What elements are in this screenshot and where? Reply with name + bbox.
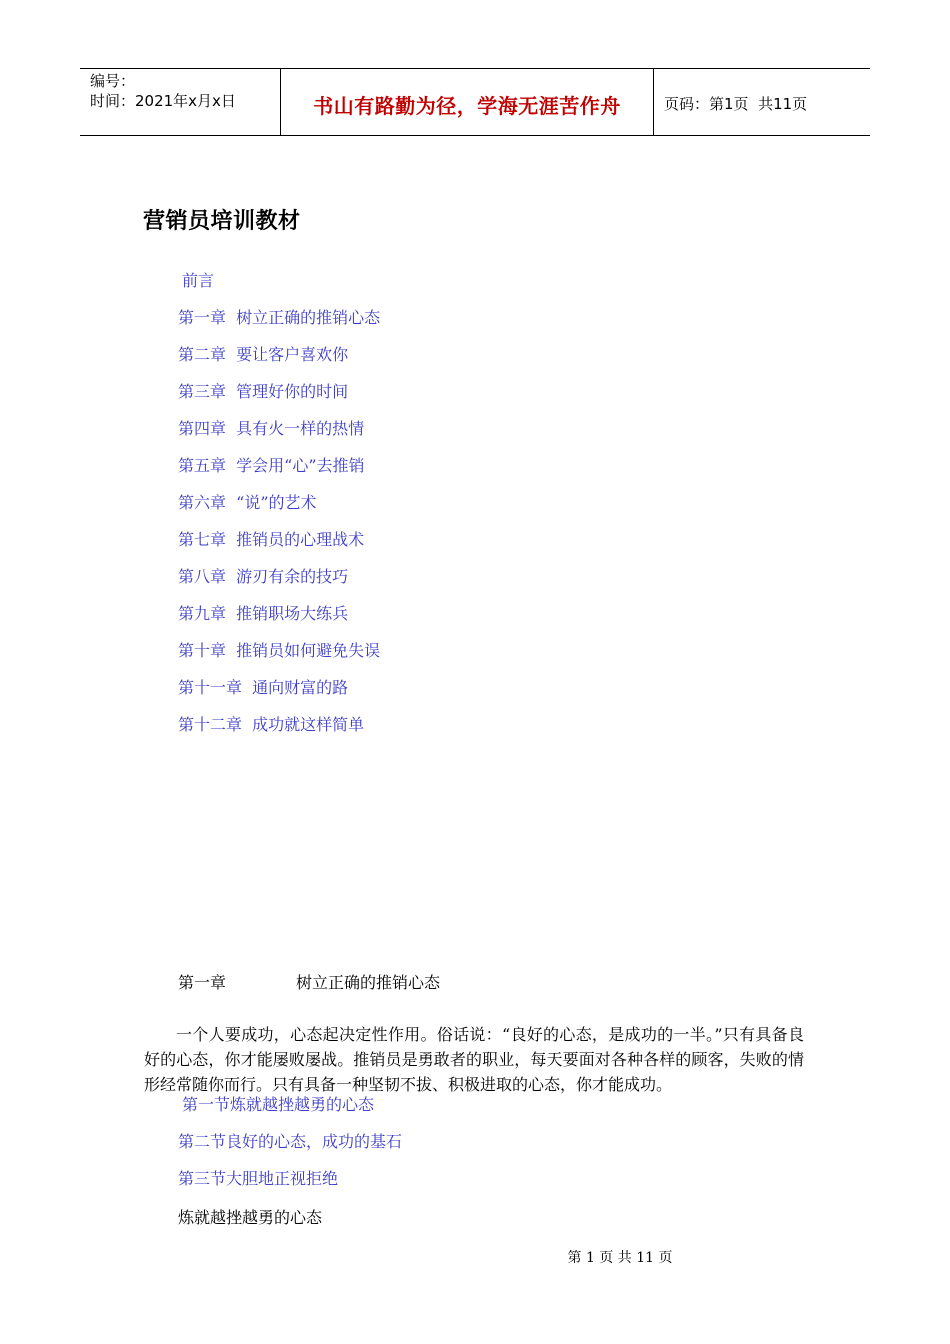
toc-link-chapter-2[interactable]: 第二章 要让客户喜欢你 [178, 345, 349, 364]
toc-link-chapter-4[interactable]: 第四章 具有火一样的热情 [178, 419, 365, 438]
toc-link-chapter-7[interactable]: 第七章 推销员的心理战术 [178, 530, 365, 549]
toc-link-chapter-8[interactable]: 第八章 游刃有余的技巧 [178, 567, 349, 586]
section-link-1[interactable]: 第一节炼就越挫越勇的心态 [182, 1095, 375, 1114]
toc-link-chapter-6[interactable]: 第六章 “说”的艺术 [178, 493, 317, 512]
toc-link-chapter-9[interactable]: 第九章 推销职场大练兵 [178, 604, 349, 623]
header-meta-cell [80, 69, 281, 135]
section-link-3[interactable]: 第三节大胆地正视拒绝 [178, 1169, 339, 1188]
toc-link-chapter-3[interactable]: 第三章 管理好你的时间 [178, 382, 349, 401]
toc-link-chapter-10[interactable]: 第十章 推销员如何避免失误 [178, 641, 381, 660]
toc-link-preface[interactable]: 前言 [182, 271, 215, 290]
chapter-heading [178, 970, 440, 993]
chapter-label: 第一章 [178, 973, 227, 992]
toc-link-chapter-12[interactable]: 第十二章 成功就这样简单 [178, 715, 365, 734]
table-of-contents [178, 270, 380, 751]
toc-link-chapter-11[interactable]: 第十一章 通向财富的路 [178, 678, 349, 697]
chapter-intro-paragraph: 一个人要成功，心态起决定性作用。俗话说：“良好的心态，是成功的一半。”只有具备良好的心态，你才能屡败屡战。推销员是勇敢者的职业，每天要面对各种各样的顾客，失败的情形经常随你而行。只有具备一种坚韧不拔、积极进取的心态，你才能成功。 [144, 1025, 804, 1094]
chapter-title: 树立正确的推销心态 [296, 973, 441, 992]
page-footer: 第 1 页 共 11 页 [567, 1250, 673, 1266]
document-date-label: 时间：2021年x月x日 [90, 92, 236, 110]
toc-link-chapter-1[interactable]: 第一章 树立正确的推销心态 [178, 308, 381, 327]
header-page-info: 页码：第1页 共11页 [664, 94, 808, 113]
document-title: 营销员培训教材 [143, 209, 301, 234]
header-motto-cell [281, 69, 654, 135]
section-link-2[interactable]: 第二节良好的心态，成功的基石 [178, 1132, 403, 1151]
section-subheading: 炼就越挫越勇的心态 [178, 1208, 323, 1227]
header-page-cell [654, 69, 870, 135]
chapter-section-list [178, 1094, 402, 1205]
header-table [80, 68, 870, 136]
document-number-label: 编号： [90, 72, 136, 90]
toc-link-chapter-5[interactable]: 第五章 学会用“心”去推销 [178, 456, 365, 475]
header-motto: 书山有路勤为径，学海无涯苦作舟 [313, 93, 621, 118]
